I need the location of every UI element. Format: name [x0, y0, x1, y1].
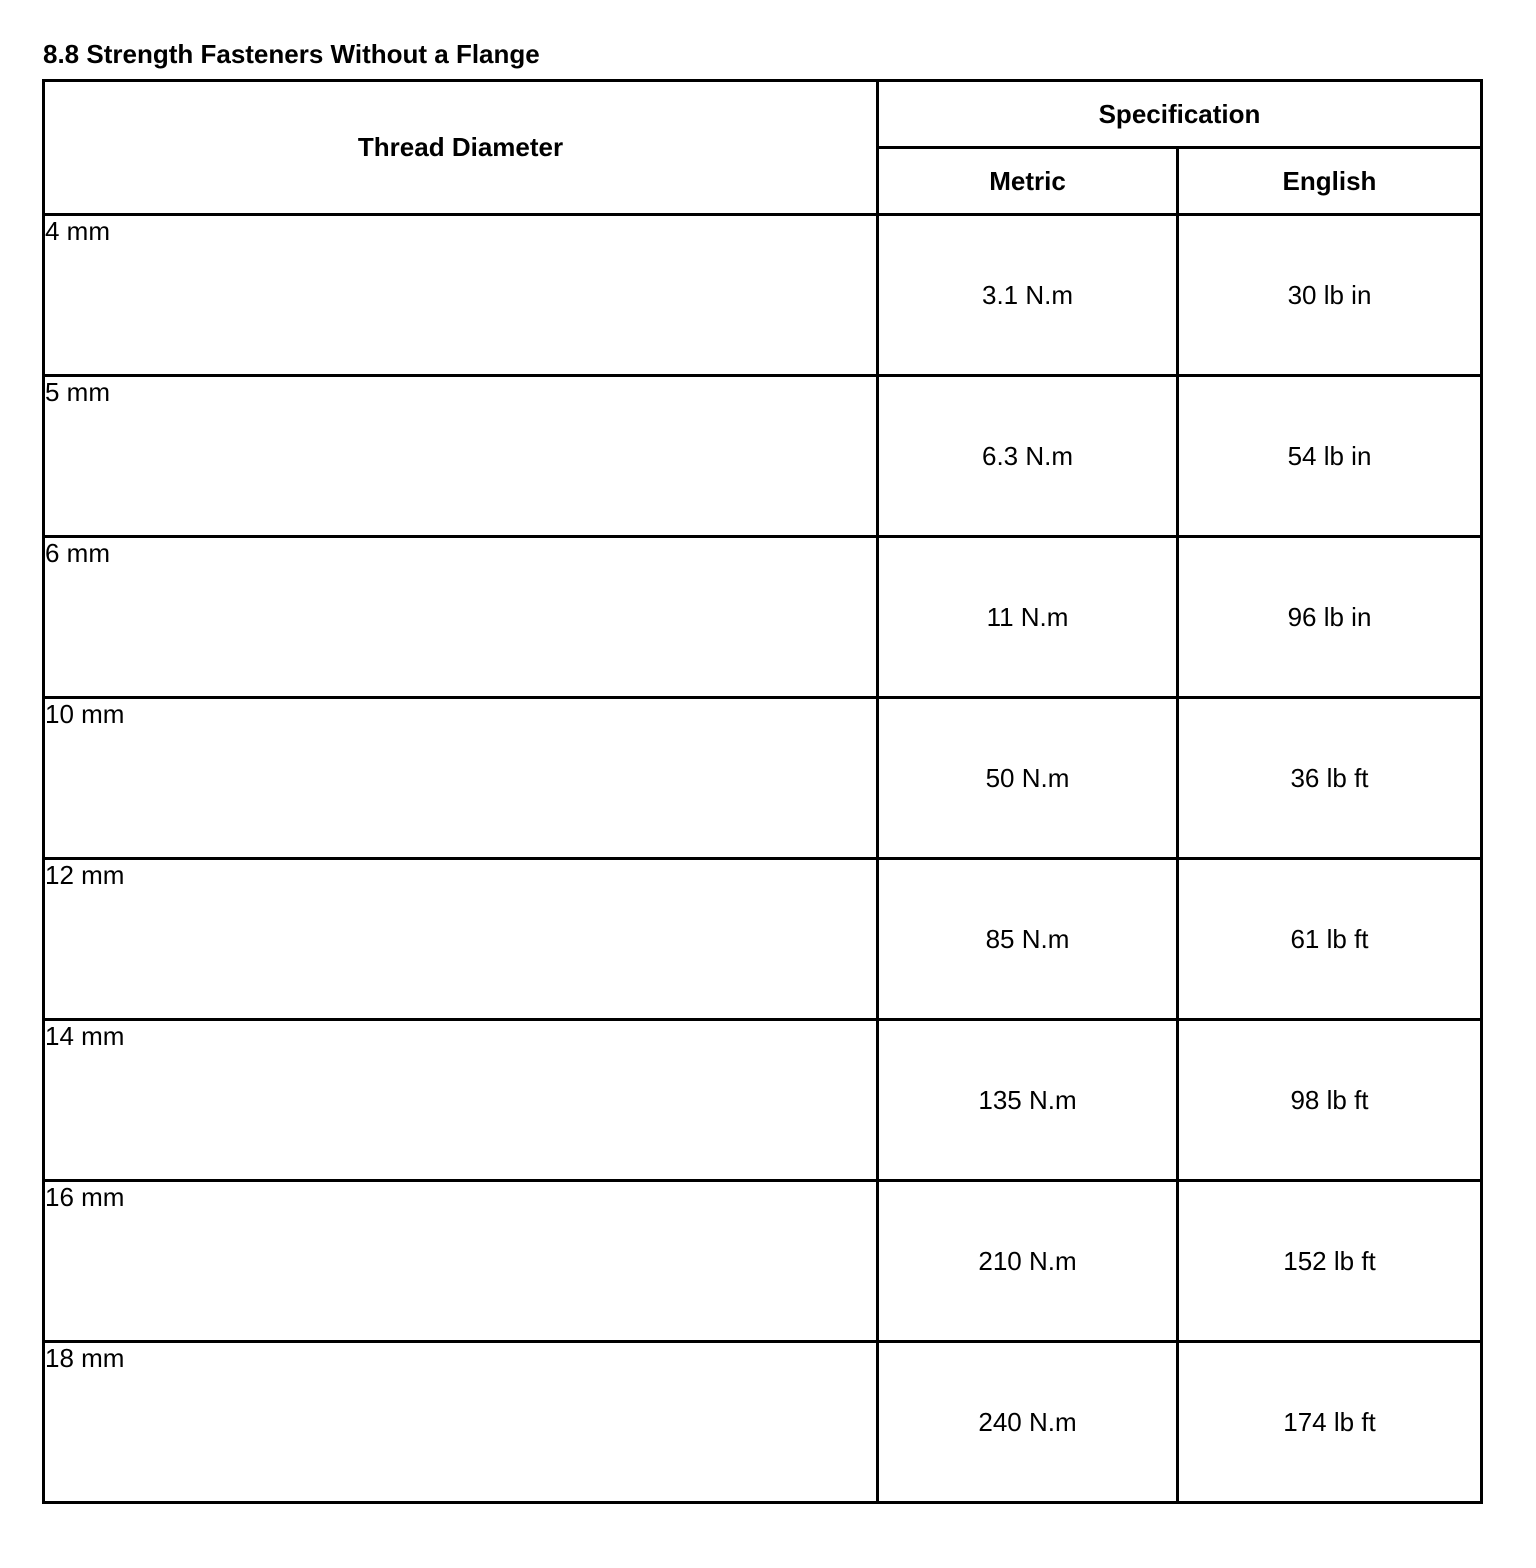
table-row [44, 859, 1482, 1020]
header-row-specification [44, 81, 1482, 148]
metric-header: Metric [878, 148, 1178, 215]
specification-header: Specification [878, 81, 1482, 148]
metric-torque-cell: 135 N.m [878, 1020, 1178, 1181]
thread-diameter-cell: 12 mm [44, 859, 878, 1020]
metric-torque-cell: 50 N.m [878, 698, 1178, 859]
thread-diameter-cell: 14 mm [44, 1020, 878, 1181]
table-row [44, 215, 1482, 376]
table-row [44, 1342, 1482, 1503]
thread-diameter-cell: 10 mm [44, 698, 878, 859]
thread-diameter-cell: 18 mm [44, 1342, 878, 1503]
metric-torque-cell: 210 N.m [878, 1181, 1178, 1342]
table-row [44, 1181, 1482, 1342]
thread-diameter-cell: 4 mm [44, 215, 878, 376]
metric-torque-cell: 11 N.m [878, 537, 1178, 698]
table-body [44, 215, 1482, 1503]
page-title: 8.8 Strength Fasteners Without a Flange [43, 39, 540, 69]
english-torque-cell: 174 lb ft [1178, 1342, 1482, 1503]
english-torque-cell: 36 lb ft [1178, 698, 1482, 859]
thread-diameter-cell: 5 mm [44, 376, 878, 537]
table-row [44, 376, 1482, 537]
thread-diameter-cell: 16 mm [44, 1181, 878, 1342]
torque-table [42, 79, 1483, 1504]
english-torque-cell: 54 lb in [1178, 376, 1482, 537]
english-torque-cell: 96 lb in [1178, 537, 1482, 698]
english-torque-cell: 30 lb in [1178, 215, 1482, 376]
table-row [44, 1020, 1482, 1181]
thread-diameter-header: Thread Diameter [44, 81, 878, 215]
english-torque-cell: 98 lb ft [1178, 1020, 1482, 1181]
metric-torque-cell: 6.3 N.m [878, 376, 1178, 537]
metric-torque-cell: 85 N.m [878, 859, 1178, 1020]
english-torque-cell: 61 lb ft [1178, 859, 1482, 1020]
thread-diameter-cell: 6 mm [44, 537, 878, 698]
metric-torque-cell: 240 N.m [878, 1342, 1178, 1503]
table-row [44, 537, 1482, 698]
english-torque-cell: 152 lb ft [1178, 1181, 1482, 1342]
metric-torque-cell: 3.1 N.m [878, 215, 1178, 376]
table-row [44, 698, 1482, 859]
english-header: English [1178, 148, 1482, 215]
table-header [44, 81, 1482, 215]
